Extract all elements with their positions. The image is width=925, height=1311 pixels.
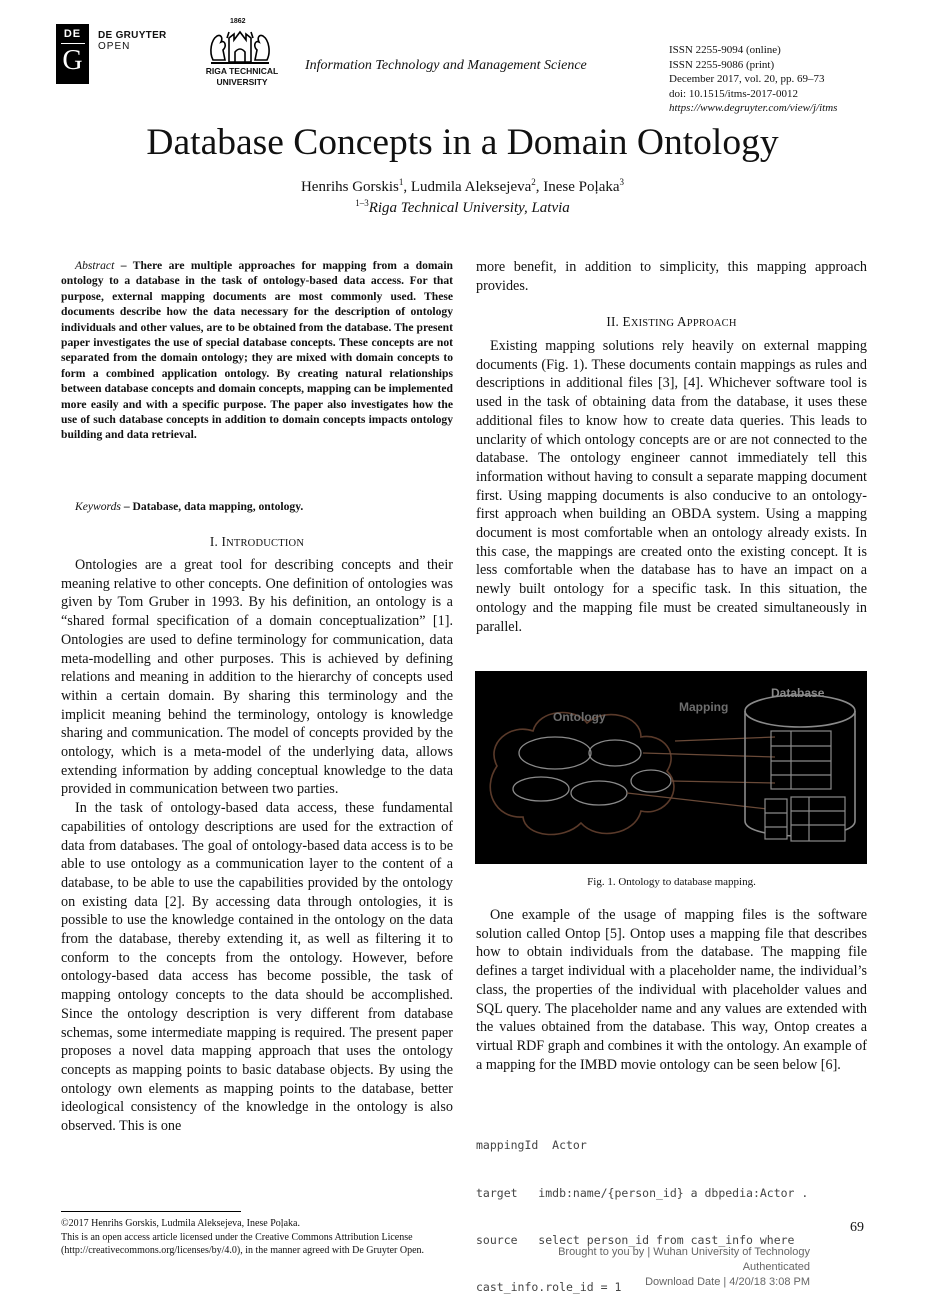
section-1-body [61,556,453,1136]
download-line-2: Authenticated [742,1261,810,1273]
logo-divider [61,43,85,44]
figure-ontology-database-mapping [475,671,867,864]
right-column-top [476,258,867,295]
issn-print: ISSN 2255-9086 (print) [669,58,775,71]
issn-block [669,43,837,116]
keywords [61,498,453,517]
affiliation-sup: 1–3 [355,198,369,208]
issn-online: ISSN 2255-9094 (online) [669,44,781,56]
code-line-1: mappingId Actor [476,1138,587,1153]
issue-info: December 2017, vol. 20, pp. 69–73 [669,73,825,85]
author-2-sup: 2 [531,177,536,187]
section-2-a: XISTING [630,318,678,329]
rtu-crest-icon [205,26,275,66]
copyright-line: ©2017 Henrihs Gorskis, Ludmila Aleksejeva, Inese Poļaka. [61,1218,300,1229]
author-3-sup: 3 [619,177,625,187]
abstract-block [61,258,453,443]
download-line-1: Brought to you by | Wuhan University of Technology [558,1246,810,1258]
existing-approach-paragraph: Existing mapping solutions rely heavily on external mapping documents (Fig. 1). These documents contain mappings as rules and descriptions in additional files [3], [4]. Whichever software tool is used in the task of obtaining data from the database, it uses these additional files to know how to create data queries. This leads to unclarity of which ontology concepts are or are not connected to the database. The ontology engineer cannot immediately tell this information without having to consult a separate mapping document first. Using mapping documents is also conducive to an ontology-first approach when building an OBDA system. Using a mapping document is most comfortable when an ontology already exists. In this case, the mappings are created onto the existing concept. It is less comfortable when the database has to have an impact on a newly built ontology for a specific task. In this situation, the ontology and the mapping file must be created simultaneously in parallel. [476,338,867,635]
figure-label-database: Database [771,686,825,700]
author-3: , Inese Poļaka [535,179,620,195]
page-number: 69 [850,1220,864,1235]
paper-title: Database Concepts in a Domain Ontology [146,122,779,163]
code-line-2: target imdb:name/{person_id} a dbpedia:Actor . [476,1185,809,1200]
section-2-body [476,337,867,636]
license-url-line: (http://creativecommons.org/licenses/by/4.0), in the manner agreed with De Gruyter Open. [61,1245,425,1256]
code-line-4: cast_info.role_id = 1 [476,1279,622,1294]
journal-title: Information Technology and Management Science [305,58,587,73]
figure-label-mapping: Mapping [679,700,729,714]
affiliation [0,200,925,217]
keywords-text: – Database, data mapping, ontology. [120,500,304,513]
rtu-name [200,66,284,88]
keywords-label: Keywords [75,500,121,513]
journal-url[interactable]: https://www.degruyter.com/view/j/itms [669,102,838,114]
de-gruyter-logo [56,24,89,84]
section-1-rest: NTRODUCTION [226,538,305,549]
rtu-line-2: UNIVERSITY [216,77,268,87]
author-1-sup: 1 [398,177,404,187]
affiliation-text: Riga Technical University, Latvia [368,200,570,216]
logo-g-text: G [62,45,83,76]
figure-label-ontology: Ontology [553,710,606,724]
code-line-3: source select person_id from cast_info where [476,1232,795,1247]
publisher-name [98,30,167,52]
section-2-heading [476,313,867,333]
copyright-footer [61,1217,424,1258]
ontop-block [476,906,867,1074]
publisher-line-1: DE GRUYTER [98,30,167,41]
abstract [61,258,453,443]
logo-de-text: DE [63,28,82,40]
intro-paragraph-1: Ontologies are a great tool for describing concepts and their meaning relative to other concepts. One definition of ontologies was given by Tom Gruber in 1993. By his definition, an ontology is a “shared formal specification of a domain conceptualization” [1]. Ontologies are used to define terminology for communication, data meta-modelling and other purposes. This is achieved by defining relations and meaning in addition to the hierarchy of concepts used within a certain domain. By sharing this terminology and the implicit meaning behind the terminology, ontology is knowledge sharing and communication. The model of concepts provided by the ontology, which is a meta-model of the underlying data, allows extending information by adding conceptual knowledge to the data provided in communication between two parties. [61,557,453,798]
rtu-year: 1862 [230,18,246,25]
author-1: Henrihs Gorskis [300,179,399,195]
figure-caption: Fig. 1. Ontology to database mapping. [587,876,756,888]
doi: doi: 10.1515/itms-2017-0012 [669,87,798,100]
section-2-num: II. E [606,314,631,329]
download-line-3: Download Date | 4/20/18 3:08 PM [645,1276,810,1288]
footnote-rule [61,1211,241,1212]
abstract-text: – There are multiple approaches for mapping from a domain ontology to a database in the task of ontology-based data access. For that purpose, external mapping documents are most commonly used. These documents describe how the data necessary for the description of ontology individuals and other values, are to be obtained from the database. The present paper investigates the use of special database concepts. These concepts are not separated from the domain ontology; they are mixed with domain concepts to form a combined application ontology. By creating natural relationships between database concepts and domain concepts, mapping can be implemented more easily and with a specific purpose. The paper also investigates how the use of such database concepts in addition to domain concepts impacts ontology building and data retrieval. [61,259,453,442]
rtu-line-1: RIGA TECHNICAL [205,66,279,76]
section-1-heading [61,533,453,553]
author-2: , Ludmila Aleksejeva [403,179,532,195]
abstract-label: Abstract [75,259,115,272]
license-line: This is an open access article licensed under the Creative Commons Attribution License [61,1231,413,1243]
authors [0,179,925,196]
intro-paragraph-2: In the task of ontology-based data access, these fundamental capabilities of ontology descriptions are used for the extraction of data from databases. The goal of ontology-based data access is to be able to use ontology as a communication layer to the content of a database, to be able to use the capabilities provided by the ontology on existing data [2]. By accessing data through ontologies, it is possible to use the knowledge contained in the ontology on the data from the database, thereby extending it, as well as filtering it to conform to the concepts from the ontology. However, before ontology-based data access has become possible, the task of mapping ontology concepts to the data should be accomplished. Since the ontology description is very different from database schemas, some intermediate mapping is required. The present paper proposes a novel data mapping approach that uses the ontology concepts as mapping points to basic database objects. By using the ontology own elements as mapping points to the database, better ideological consistency of the knowledge in the ontology is also observed. This is one [61,800,453,1135]
publisher-line-2: OPEN [98,41,131,52]
keywords-block [61,498,453,517]
download-watermark [490,1245,810,1290]
section-2-b: A [677,314,687,329]
ontop-paragraph: One example of the usage of mapping files is the software solution called Ontop [5]. Ontop uses a mapping file that describes how to obtain individuals from the database. The mapping file defines a target individual with a placeholder name, the individual’s class, the properties of the individual with placeholder values and SQL query. The placeholder name and any values are extended with the values obtained from the database. This way, Ontop creates a virtual RDF graph and combines it with the ontology. An example of a mapping for the IMBD movie ontology can be seen below [6]. [476,907,867,1073]
section-1-num: I. I [209,534,227,549]
continued-paragraph: more benefit, in addition to simplicity, this mapping approach provides. [476,259,867,294]
section-2-c: PPROACH [686,318,737,329]
